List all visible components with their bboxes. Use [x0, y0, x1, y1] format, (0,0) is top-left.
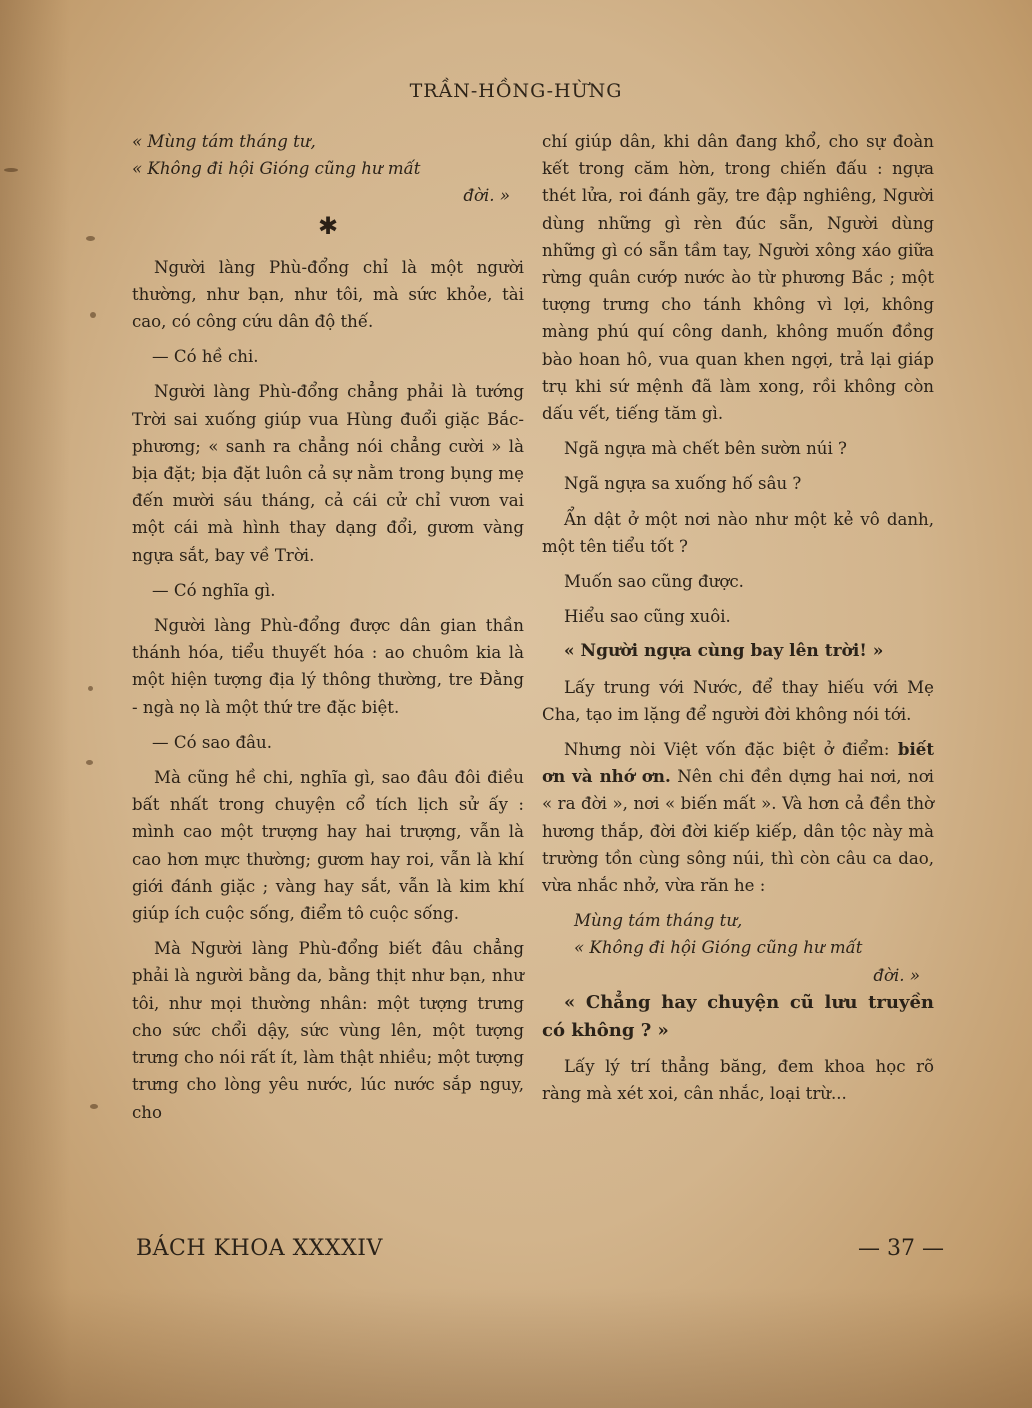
verse-line: « Không đi hội Gióng cũng hư mất: [574, 938, 863, 958]
section-question: « Chẳng hay chuyện cũ lưu truyền có không ? »: [542, 991, 934, 1041]
bold-phrase: biết ơn và nhớ ơn.: [542, 739, 934, 787]
right-column: [542, 128, 934, 1115]
dash-line: — Có nghĩa gì.: [152, 580, 276, 600]
opening-verse: [132, 128, 524, 210]
answer-line: Hiểu sao cũng xuôi.: [564, 607, 731, 627]
paragraph-lead: Nhưng nòi Việt vốn đặc biệt ở điểm:: [564, 740, 890, 760]
verse-line: « Mùng tám tháng tư,: [132, 132, 316, 151]
paragraph: Người làng Phù-đổng chẳng phải là tướng Trời sai xuống giúp vua Hùng đuổi giặc Bắc-phương; « sanh ra chẳng nói chẳng cười » là bịa đặt; bịa đặt luôn cả sự nằm trong bụng mẹ đến mười sáu tháng, cả cái cử chỉ vươn vai một cái mà hình thay dạng đổi, gươm vàng ngựa sắt, bay về Trời.: [132, 382, 524, 565]
dash-line: — Có sao đâu.: [152, 732, 272, 752]
ink-spot: [90, 312, 96, 318]
paragraph: Người làng Phù-đổng chỉ là một người thường, như bạn, như tôi, mà sức khỏe, tài cao, có công cứu dân độ thế.: [132, 257, 524, 332]
paragraph: Mà Người làng Phù-đổng biết đâu chẳng phải là người bằng da, bằng thịt như bạn, như tôi, như mọi thường nhân: một tượng trưng cho sức chổi dậy, sức vùng lên, một tượng trưng cho nói rất ít, làm thật nhiều; một tượng trưng cho lòng yêu nước, lúc nước sắp nguy, cho: [132, 939, 524, 1122]
running-title: TRẦN-HỒNG-HỪNG: [409, 80, 623, 102]
verse-line: Mùng tám tháng tư,: [574, 911, 743, 931]
paper-edge-shadow-left: [0, 0, 70, 1408]
question-line: Ngã ngựa sa xuống hố sâu ?: [564, 474, 802, 494]
paragraph: Lấy lý trí thẳng băng, đem khoa học rõ ràng mà xét xoi, cân nhắc, loại trừ...: [542, 1056, 934, 1104]
ink-spot: [86, 760, 93, 765]
paragraph: [542, 736, 934, 899]
question-line: Ẩn dật ở một nơi nào như một kẻ vô danh, một tên tiểu tốt ?: [542, 509, 934, 556]
answer-line: Muốn sao cũng được.: [564, 572, 744, 592]
verse-line: « Không đi hội Gióng cũng hư mất: [132, 159, 421, 179]
closing-verse: [542, 907, 934, 989]
left-column: [132, 128, 524, 1134]
paragraph: Lấy trung với Nước, để thay hiếu với Mẹ Cha, tạo im lặng để người đời không nói tới.: [542, 677, 934, 724]
verse-line-end: đời. »: [873, 965, 920, 985]
question-line: Ngã ngựa mà chết bên sườn núi ?: [564, 439, 847, 459]
verse-line-end: đời. »: [463, 186, 510, 206]
paragraph: Mà cũng hề chi, nghĩa gì, sao đâu đôi điều bất nhất trong chuyện cổ tích lịch sử ấy : mình cao một trượng hay hai trượng, vẫn là cao hơn mực thường; gươm hay roi, vẫn là khí giới đánh giặc ; vàng hay sắt, vẫn là kim khí giúp ích cuộc sống, điểm tô cuộc sống.: [132, 768, 524, 924]
paper-edge-shadow-bottom: [0, 1288, 1032, 1408]
star-ornament-icon: ✱: [317, 211, 339, 240]
ink-spot: [86, 236, 95, 241]
ink-spot: [4, 168, 18, 172]
ink-spot: [88, 686, 93, 691]
ink-spot: [90, 1104, 98, 1109]
bold-quote: « Người ngựa cùng bay lên trời! »: [564, 641, 884, 662]
page-number: — 37 —: [858, 1236, 944, 1261]
paragraph-rest: Nên chi đền dựng hai nơi, nơi « ra đời », nơi « biến mất ». Và hơn cả đền thờ hương thắp, đời đời kiếp kiếp, dân tộc này mà trường tồn cùng sông núi, thì còn câu ca dao, vừa nhắc nhở, vừa răn he :: [542, 767, 934, 896]
magazine-name: BÁCH KHOA XXXXIV: [136, 1236, 383, 1261]
paragraph: Người làng Phù-đổng được dân gian thần thánh hóa, tiểu thuyết hóa : ao chuôm kia là một hiện tượng địa lý thông thường, tre Đằng - ngà nọ là một thứ tre đặc biệt.: [132, 616, 524, 717]
paragraph: chí giúp dân, khi dân đang khổ, cho sự đoàn kết trong căm hờn, trong chiến đấu : ngựa thét lửa, roi đánh gãy, tre đập nghiêng, Người dùng những gì rèn đúc sẵn, Người dùng những gì có sẵn tầm tay, Người xông xáo giữa rừng quân cướp nước ào từ phương Bắc ; một tượng trưng cho tánh không vì lợi, không màng phú quí công danh, không muốn đồng bào hoan hô, vua quan khen ngợi, trả lại giáp trụ khi sứ mệnh đã làm xong, rồi không còn dấu vết, tiếng tăm gì.: [542, 132, 934, 424]
dash-line: — Có hề chi.: [152, 347, 259, 367]
